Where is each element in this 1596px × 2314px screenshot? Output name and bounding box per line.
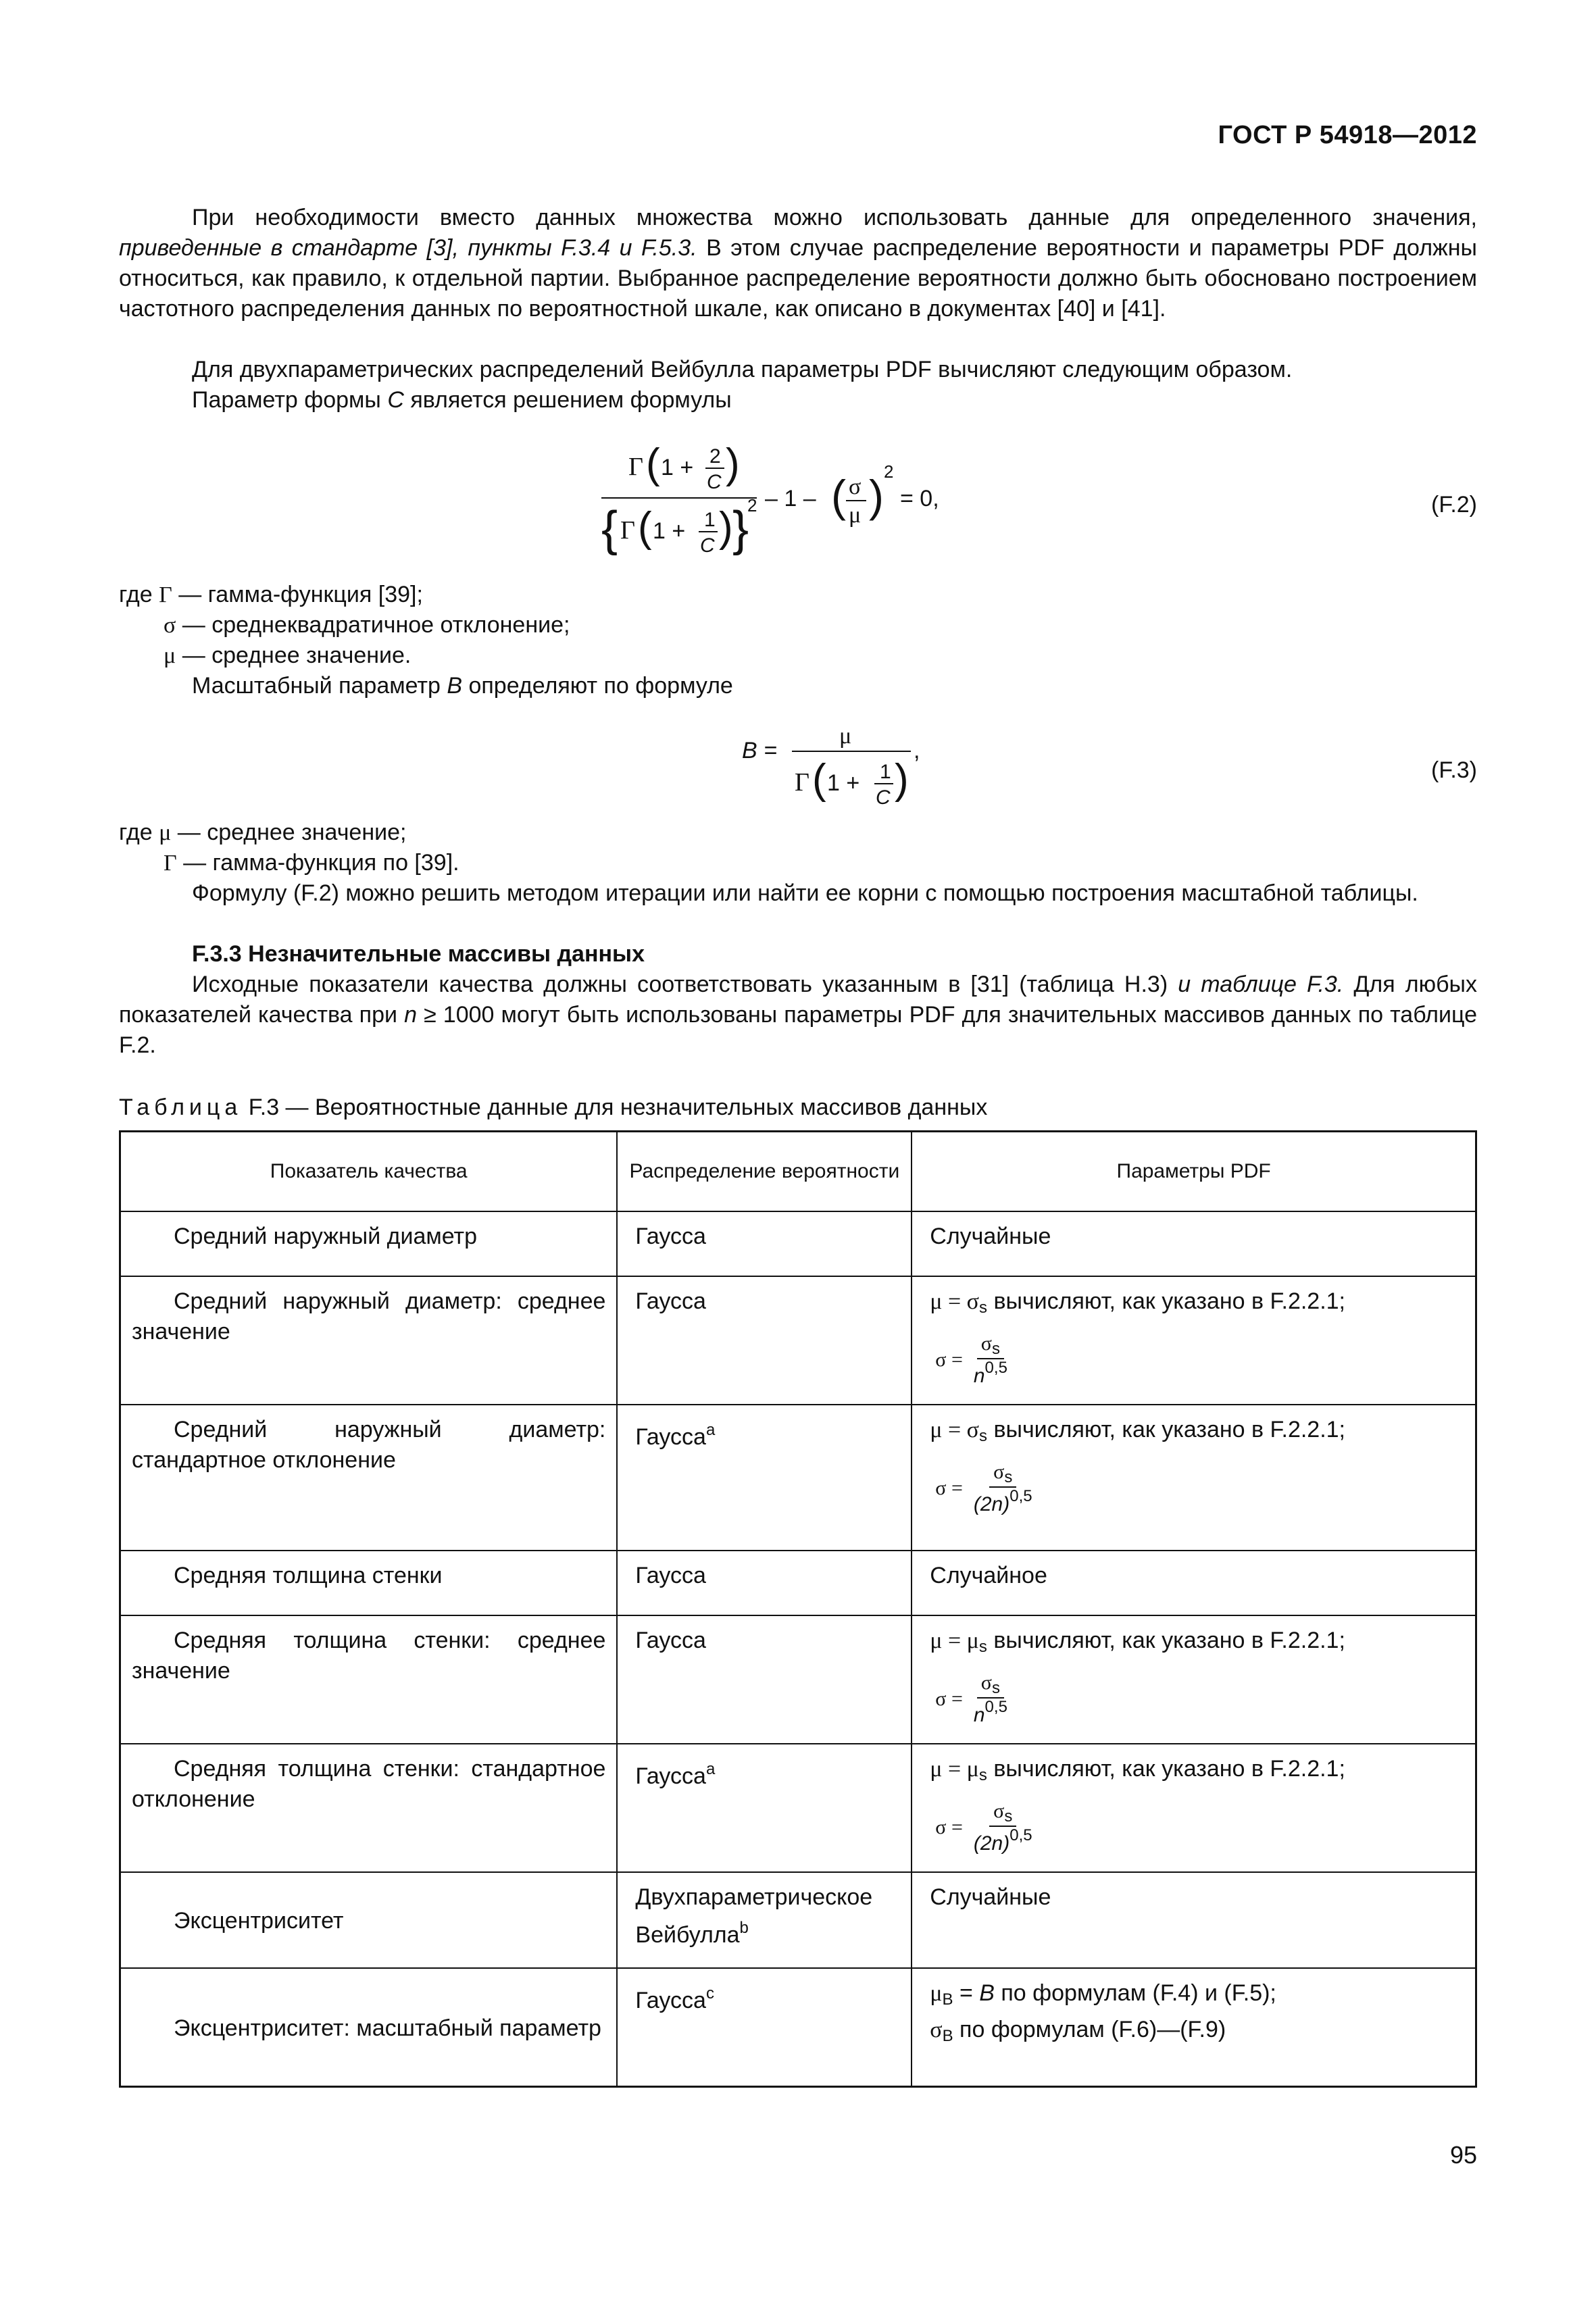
formula-lhs: σ = [935,1687,963,1710]
table-row [120,1276,1476,1405]
page-number: 95 [1449,2141,1477,2169]
header-indicator: Показатель качества [120,1132,618,1211]
f2-sigma: σ [849,474,862,499]
paragraph-1-italic: приведенные в стандарте [3], пункты F.3.4 и F.5.3. [119,235,697,261]
paragraph-4-text-2: определяют по формуле [462,673,733,699]
header-parameters: Параметры PDF [912,1132,1476,1211]
table-header-row [120,1132,1476,1211]
formula-fraction [970,1332,1012,1387]
section-heading: F.3.3 Незначительные массивы данных [192,941,645,967]
f2-paren-r-3: ) [869,471,884,521]
distribution-text: Гаусса [635,1627,706,1653]
formula-numerator [989,1800,1016,1827]
den-exponent: 0,5 [984,1358,1007,1377]
sigma-formula [930,1800,1464,1855]
where-prefix: где [119,820,159,845]
indicator-text: Средний наружный диаметр [174,1223,478,1249]
paragraph-3 [119,385,1477,416]
paragraph-6 [119,970,1477,1061]
den-exponent: 0,5 [984,1697,1007,1716]
table-caption [119,1092,987,1123]
den-base: (2n) [973,1492,1010,1515]
paragraph-6-italic: и таблице F.3. [1178,972,1344,997]
table-row [120,1211,1476,1276]
num-symbol: σ [980,1332,992,1355]
f2-gamma-den: Γ [620,516,635,545]
param-symbols: μ = σ [930,1288,979,1314]
variable-b: B [447,673,463,699]
num-subscript: s [991,1678,1000,1697]
distribution-text: Гаусса [635,1424,706,1450]
definition-text: — гамма-функция по [39]. [183,850,459,876]
parameters-line-1 [930,1978,1464,2015]
f2-minus-one: – 1 – [765,486,816,511]
formula-lhs: σ = [935,1815,963,1838]
f3-mu: μ [839,724,852,749]
param-subscript: B [942,2026,953,2045]
f2-exp-2: 2 [884,461,894,482]
den-base: n [973,1364,985,1387]
formula-numerator [989,1461,1016,1488]
cell-distribution [617,1615,912,1744]
definition-sigma [119,610,570,640]
den-exponent: 0,5 [1009,1486,1032,1505]
f2-exp-den: 2 [747,495,757,515]
f3-comma: , [914,738,920,763]
sigma-formula [930,1461,1464,1515]
num-subscript: s [1004,1467,1013,1486]
parameters-line [930,1626,1464,1662]
f2-one-plus-den: 1 + [653,518,686,544]
distribution-text: Гаусса [635,1987,706,2013]
paragraph-1-text-2: В этом случае распределение вероятности и параметры PDF должны относиться, как правило, к отдельной партии. Выбранное распределение вероятности должно быть обосновано построением частотного распределения данных по вероятностной шкале, как описано в документах [40] и [41]. [119,235,1477,322]
cell-indicator [120,1615,618,1744]
num-symbol: σ [993,1460,1005,1483]
param-symbol: σ [930,2017,943,2042]
table-caption-prefix: Таблица [119,1095,243,1120]
formula-numerator [977,1332,1004,1359]
paragraph-6-text-3: ≥ 1000 могут быть использованы параметры PDF для значительных массивов данных по таблице F.2. [119,1002,1477,1058]
symbol: μ [159,820,172,845]
cell-indicator [120,1551,618,1615]
paragraph-4-text: Масштабный параметр [192,673,447,699]
definition-text: — среднее значение. [182,643,412,668]
num-subscript: s [991,1339,1000,1358]
f2-c-num: C [707,471,722,493]
formula-numerator [977,1671,1004,1699]
num-subscript: s [1004,1807,1013,1826]
definition-text: — гамма-функция [39]; [178,582,423,607]
footnote-mark: a [705,1420,716,1439]
f2-gamma-num: Γ [628,453,643,481]
cell-parameters [912,1744,1476,1872]
param-subscript: B [942,1990,953,2009]
cell-parameters [912,1968,1476,2087]
param-var: B [979,1980,995,2006]
table-row [120,1872,1476,1968]
parameters-line [930,1415,1464,1451]
distribution-text: Двухпараметрическое Вейбулла [635,1884,873,1948]
variable-n: n [404,1002,417,1028]
definition-mu [119,640,570,671]
f3-lhs: B = [742,738,777,763]
distribution-text: Гаусса [635,1562,706,1588]
f2-paren-l-2: ( [638,504,652,551]
paragraph-1-text: При необходимости вместо данных множества можно использовать данные для определенного значения, [192,205,1477,230]
standard-id: ГОСТ Р 54918—2012 [1218,121,1477,149]
f3-one-plus: 1 + [827,770,860,796]
definition-text: — среднее значение; [177,820,407,845]
formula-lhs: σ = [935,1348,963,1371]
param-subscript: s [979,1426,987,1445]
formula-number-f3: (F.3) [1431,757,1477,783]
den-base: n [973,1703,985,1726]
formula-fraction [970,1671,1012,1726]
paragraph-3-text: Параметр формы [192,387,388,413]
cell-indicator [120,1276,618,1405]
indicator-text: Средняя толщина стенки: стандартное отклонение [132,1755,606,1812]
cell-parameters [912,1615,1476,1744]
cell-distribution [617,1968,912,2087]
f2-one-plus-num: 1 + [661,455,694,480]
footnote-mark: c [705,1984,714,2003]
cell-distribution [617,1276,912,1405]
param-tail: по формулам (F.6)—(F.9) [953,2016,1226,2042]
num-symbol: σ [980,1671,992,1694]
symbol: σ [164,613,176,638]
parameters-text: Случайные [930,1884,1051,1910]
param-tail: по формулам (F.4) и (F.5); [994,1980,1276,2006]
cell-indicator [120,1744,618,1872]
param-tail: вычисляют, как указано в F.2.2.1; [987,1755,1345,1782]
formula-f2 [595,436,973,571]
symbol: Γ [164,851,177,876]
f2-paren-l: ( [646,441,660,487]
definition-text: — среднеквадратичное отклонение; [182,612,570,638]
sigma-formula [930,1671,1464,1726]
cell-parameters [912,1405,1476,1551]
paragraph-2: Для двухпараметрических распределений Вейбулла параметры PDF вычисляют следующим образом. [192,357,1293,382]
param-tail: вычисляют, как указано в F.2.2.1; [987,1416,1346,1442]
where-prefix: где [119,582,159,607]
indicator-text: Средний наружный диаметр: среднее значение [132,1288,606,1344]
parameters-text: Случайные [930,1223,1051,1249]
table-row [120,1615,1476,1744]
cell-distribution [617,1872,912,1968]
f2-paren-l-3: ( [831,471,846,521]
param-symbols: μ = σ [930,1417,979,1442]
cell-distribution [617,1744,912,1872]
paragraph-5: Формулу (F.2) можно решить методом итерации или найти ее корни с помощью построения масштабной таблицы. [192,880,1418,906]
cell-parameters [912,1276,1476,1405]
f3-gamma: Γ [795,768,809,797]
cell-distribution [617,1405,912,1551]
cell-indicator [120,1405,618,1551]
footnote-mark: a [705,1759,716,1778]
f2-one: 1 [704,509,716,531]
cell-parameters [912,1872,1476,1968]
sigma-formula [930,1332,1464,1387]
definition-gamma [119,580,570,610]
param-tail: вычисляют, как указано в F.2.2.1; [987,1627,1345,1653]
f2-brace-r: } [732,502,749,556]
param-subscript: s [978,1637,987,1656]
den-base: (2n) [973,1832,1010,1855]
table-row [120,1968,1476,2087]
cell-indicator [120,1968,618,2087]
paragraph-1 [119,203,1477,324]
indicator-text: Средняя толщина стенки: среднее значение [132,1627,606,1684]
param-subscript: s [979,1298,987,1317]
f3-paren-l: ( [812,756,826,803]
definitions-list-1 [119,580,570,671]
paragraph-6-text-2: Для любых показателей качества при [119,972,1477,1028]
param-tail: вычисляют, как указано в F.2.2.1; [987,1288,1346,1314]
symbol: Γ [159,582,172,607]
table-row [120,1744,1476,1872]
distribution-text: Гаусса [635,1288,706,1314]
paragraph-3-text-2: является решением формулы [403,387,732,413]
f2-paren-r-2: ) [719,504,733,551]
param-symbols: μ = μ [930,1628,979,1653]
table-row [120,1405,1476,1551]
definition-mu-2 [119,818,459,848]
formula-denominator [970,1488,1037,1515]
indicator-text: Эксцентриситет [174,1908,344,1934]
cell-parameters [912,1211,1476,1276]
variable-c: C [387,387,404,413]
f2-brace-l: { [601,502,618,556]
indicator-text: Средняя толщина стенки [174,1562,443,1588]
f3-c: C [876,786,891,809]
parameters-line-2 [930,2015,1464,2051]
definition-gamma-2 [119,848,459,878]
f3-paren-r: ) [895,756,909,803]
parameters-text: Случайное [930,1562,1047,1588]
f2-c-den: C [700,534,715,557]
footnote-mark: b [739,1918,749,1937]
den-exponent: 0,5 [1009,1826,1032,1844]
parameters-line [930,1286,1464,1323]
paragraph-6-text: Исходные показатели качества должны соответствовать указанным в [31] (таблица Н.3) [192,972,1178,997]
table-caption-text: F.3 — Вероятностные данные для незначительных массивов данных [242,1095,988,1120]
param-subscript: s [978,1765,987,1784]
cell-distribution [617,1551,912,1615]
cell-indicator [120,1872,618,1968]
header-distribution: Распределение вероятности [617,1132,912,1211]
formula-fraction [970,1800,1037,1855]
formula-lhs: σ = [935,1476,963,1499]
formula-denominator [970,1699,1012,1726]
f2-mu: μ [849,503,862,528]
symbol: μ [164,643,176,668]
cell-distribution [617,1211,912,1276]
cell-indicator [120,1211,618,1276]
formula-denominator [970,1359,1012,1387]
f2-paren-r: ) [726,441,740,487]
paragraph-4 [119,671,1477,701]
formula-fraction [970,1461,1037,1515]
indicator-text: Средний наружный диаметр: стандартное отклонение [132,1416,606,1473]
probability-data-table [119,1130,1477,2088]
indicator-text: Эксцентриситет: масштабный параметр [174,2015,601,2041]
param-symbols: μ = μ [930,1756,979,1782]
num-symbol: σ [993,1799,1005,1822]
distribution-text: Гаусса [635,1763,706,1789]
distribution-text: Гаусса [635,1223,706,1249]
formula-number-f2: (F.2) [1431,492,1477,518]
param-eq: = [953,1980,980,2006]
parameters-line [930,1754,1464,1790]
definitions-list-2 [119,818,459,878]
formula-f3 [737,716,939,811]
param-symbol: μ [930,1980,943,2006]
cell-parameters [912,1551,1476,1615]
f2-two: 2 [709,445,721,468]
f2-equals-zero: = 0, [900,486,939,511]
formula-denominator [970,1827,1037,1855]
table-row [120,1551,1476,1615]
f3-one: 1 [880,761,891,783]
